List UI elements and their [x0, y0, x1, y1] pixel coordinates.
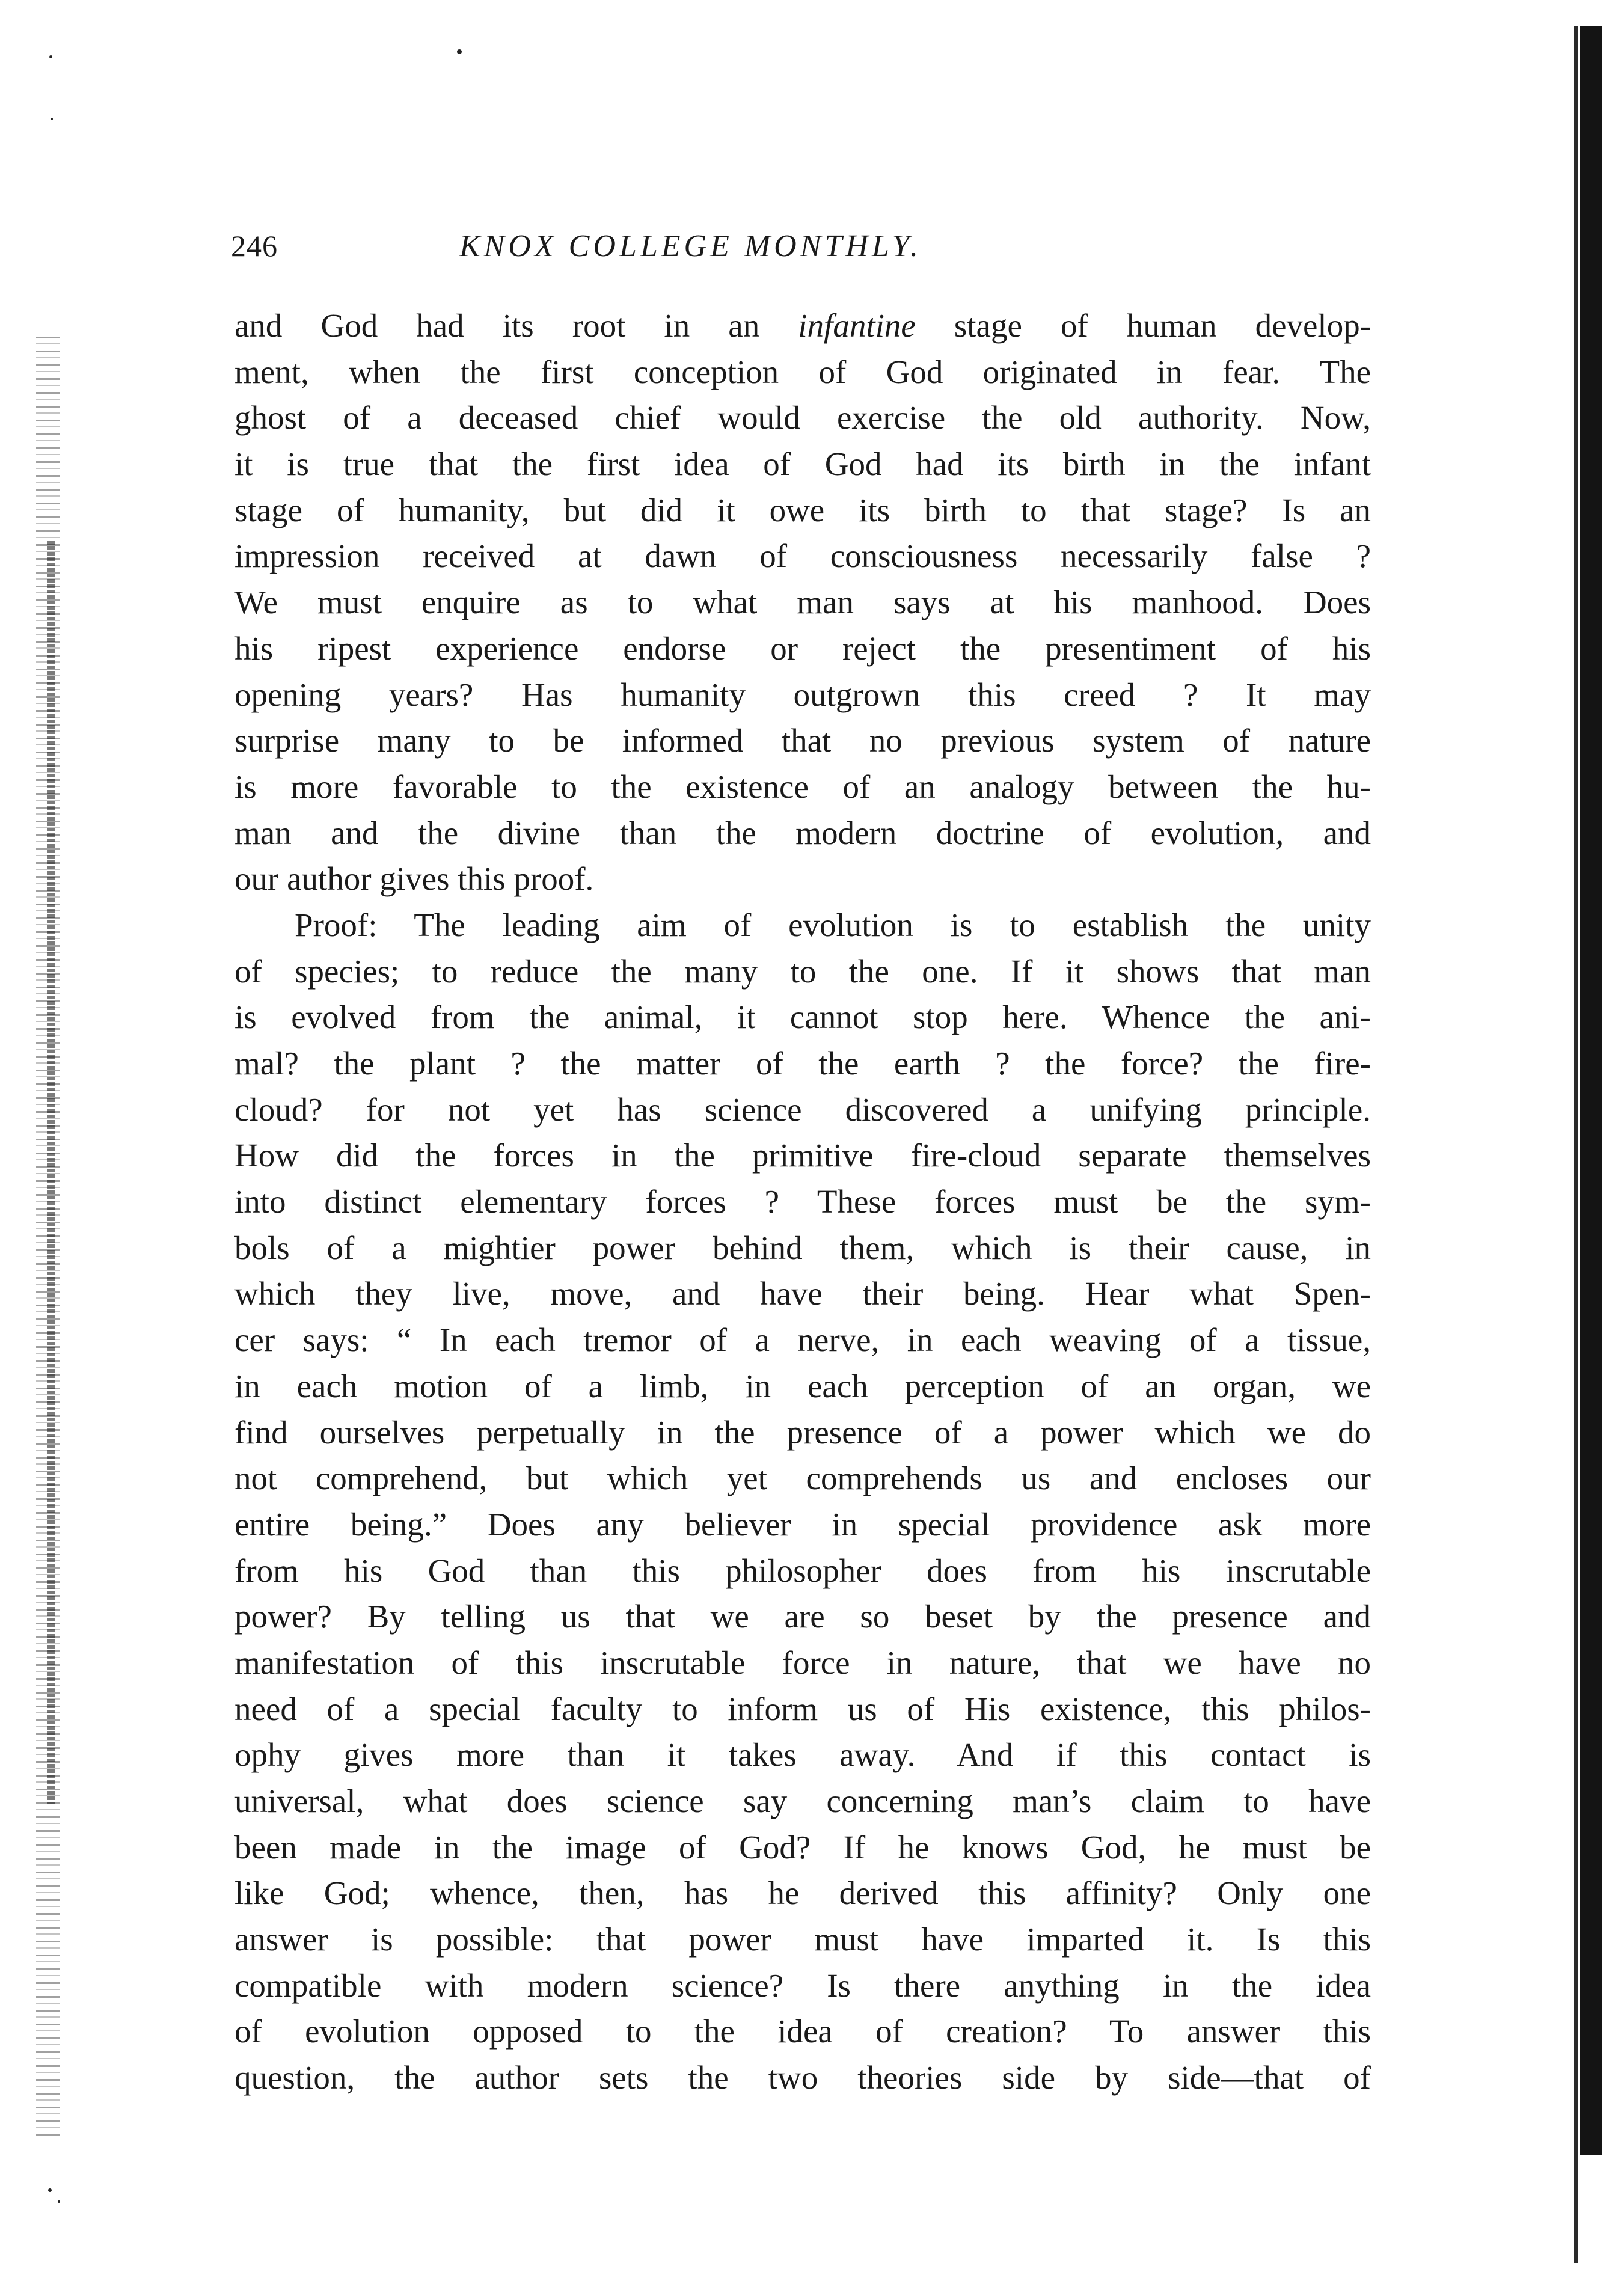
- text-line: man and the divine than the modern doctrine of evolution, and: [234, 814, 1371, 851]
- running-title: KNOX COLLEGE MONTHLY.: [459, 229, 922, 263]
- text-line: his ripest experience endorse or reject the presentiment of his: [234, 629, 1371, 667]
- text-line: been made in the image of God? If he knows God, he must be: [234, 1828, 1371, 1866]
- text-fragment: stage of human develop-: [915, 307, 1371, 344]
- text-line: is evolved from the animal, it cannot stop here. Whence the ani-: [234, 999, 1371, 1036]
- text-line: it is true that the first idea of God had its birth in the infant: [234, 445, 1371, 483]
- text-line: from his God than this philosopher does from his inscrutable: [234, 1552, 1371, 1589]
- text-line: and God had its root in an infantine stage of human develop-: [234, 307, 1371, 344]
- text-line: of evolution opposed to the idea of creation? To answer this: [234, 2013, 1371, 2050]
- text-line: need of a special faculty to inform us of His existence, this philos-: [234, 1690, 1371, 1727]
- text-line: entire being.” Does any believer in special providence ask more: [234, 1505, 1371, 1543]
- scan-speck: [58, 2200, 60, 2203]
- left-scan-margin-noise-dense: [47, 541, 55, 1804]
- text-line: ghost of a deceased chief would exercise the old authority. Now,: [234, 399, 1371, 436]
- page-number: 246: [231, 229, 278, 263]
- text-line: opening years? Has humanity outgrown this creed ? It may: [234, 676, 1371, 713]
- scan-speck: [457, 49, 462, 54]
- text-line: We must enquire as to what man says at his manhood. Does: [234, 584, 1371, 621]
- scan-speck: [48, 2188, 52, 2192]
- text-line: stage of humanity, but did it owe its birth to that stage? Is an: [234, 491, 1371, 528]
- text-line: into distinct elementary forces ? These forces must be the sym-: [234, 1183, 1371, 1220]
- scan-speck: [51, 118, 53, 120]
- text-line: Proof: The leading aim of evolution is to establish the unity: [295, 906, 1371, 943]
- text-line: in each motion of a limb, in each perception of an organ, we: [234, 1367, 1371, 1404]
- text-line: manifestation of this inscrutable force in nature, that we have no: [234, 1644, 1371, 1681]
- text-line: answer is possible: that power must have imparted it. Is this: [234, 1921, 1371, 1958]
- text-line: universal, what does science say concerning man’s claim to have: [234, 1783, 1371, 1819]
- text-line: like God; whence, then, has he derived this affinity? Only one: [234, 1875, 1371, 1912]
- text-line: surprise many to be informed that no previous system of nature: [234, 722, 1371, 759]
- text-line: compatible with modern science? Is there anything in the idea: [234, 1967, 1371, 2004]
- binding-edge-line: [1574, 26, 1578, 2263]
- page-header: [231, 228, 1373, 277]
- text-line: mal? the plant ? the matter of the earth ? the force? the fire-: [234, 1045, 1371, 1082]
- text-line: power? By telling us that we are so beset by the presence and: [234, 1598, 1371, 1635]
- text-line: not comprehend, but which yet comprehends us and encloses our: [234, 1460, 1371, 1497]
- text-line: ophy gives more than it takes away. And if this contact is: [234, 1736, 1371, 1774]
- text-line: cer says: “ In each tremor of a nerve, in each weaving of a tissue,: [234, 1321, 1371, 1359]
- text-line: which they live, move, and have their being. Hear what Spen-: [234, 1275, 1371, 1312]
- body-text: [234, 303, 1371, 2101]
- text-line: question, the author sets the two theories side by side—that of: [234, 2059, 1371, 2096]
- text-line: find ourselves perpetually in the presence of a power which we do: [234, 1413, 1371, 1451]
- text-line: ment, when the first conception of God originated in fear. The: [234, 353, 1371, 390]
- text-line: cloud? for not yet has science discovered a unifying principle.: [234, 1091, 1371, 1128]
- text-line: bols of a mightier power behind them, which is their cause, in: [234, 1229, 1371, 1266]
- text-line: of species; to reduce the many to the one. If it shows that man: [234, 952, 1371, 990]
- text-line: impression received at dawn of consciousness necessarily false ?: [234, 537, 1371, 575]
- text-line: is more favorable to the existence of an analogy between the hu-: [234, 768, 1371, 805]
- binding-edge-shadow: [1580, 26, 1602, 2155]
- scan-speck: [49, 55, 52, 58]
- text-line: How did the forces in the primitive fire-cloud separate themselves: [234, 1137, 1371, 1174]
- italic-word: infantine: [798, 307, 916, 344]
- text-line: our author gives this proof.: [234, 860, 594, 898]
